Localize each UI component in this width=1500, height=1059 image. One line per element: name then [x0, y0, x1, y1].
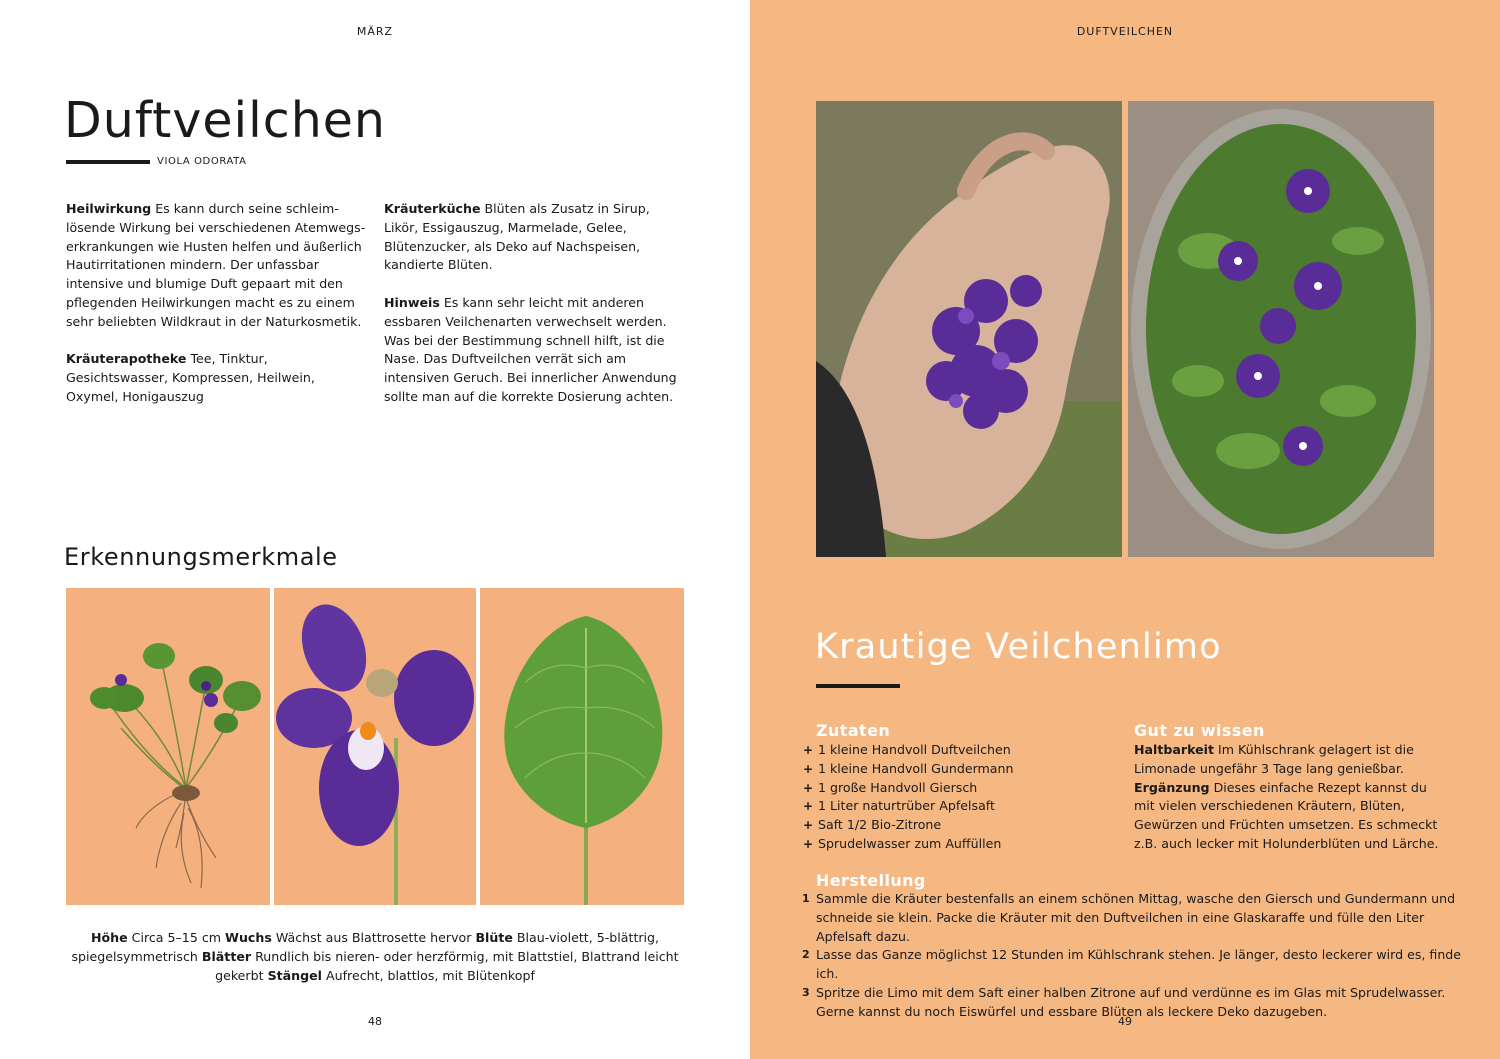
- hinweis-text: Es kann sehr leicht mit anderen essbaren Veilchenarten verwechselt werden. Was bei der Bestimmung schnell hilft, ist die Nase. Das Duftveilchen verrät sich am intensiven Geruch. Bei innerlicher Anwendung sollte man auf die korrekte Dosierung achten.: [384, 294, 677, 404]
- ergaenzung-text: Dieses einfache Rezept kannst du mit vielen verschiedenen Kräutern, Blüten, Gewürzen und Früchten umsetzen. Es schmeckt z.B. auch lecker mit Holunderblüten und Lärche.: [1134, 779, 1439, 851]
- list-item: + 1 kleine Handvoll Gundermann: [803, 760, 1014, 776]
- kueche-label: Kräuterküche: [384, 201, 481, 216]
- latin-name: VIOLA ODORATA: [157, 156, 247, 167]
- heilwirkung-text: Es kann durch seine schleim- lösende Wirkung bei verschiedenen Atemwegs- erkrankungen wie Husten helfen und äußerlich Hautirritationen mindern. Der unfassbar intensive und blumige Duft gepaart mit den pflegenden Heilwirkungen macht es zu einem sehr beliebten Wildkraut in der Naturkosmetik.: [66, 201, 366, 329]
- leaf-illustration: [480, 588, 684, 905]
- heilwirkung-paragraph: [66, 200, 371, 332]
- step-item: 3 Spritze die Limo mit dem Saft einer halben Zitrone auf und verdünne es im Glas mit Sprudelwasser. Gerne kannst du noch Eiswürfel und essbare Blüten als leckere Deko dazugeben.: [802, 984, 1446, 1019]
- flower-closeup-illustration: [274, 588, 476, 905]
- staengel-text: Aufrecht, blattlos, mit Blütenkopf: [326, 967, 535, 983]
- list-item: + 1 Liter naturtrüber Apfelsaft: [803, 798, 995, 814]
- gut-zu-wissen-heading: Gut zu wissen: [1134, 721, 1265, 740]
- apotheke-label: Kräuterapotheke: [66, 351, 187, 367]
- running-head-left: MÄRZ: [356, 25, 394, 38]
- photo-flower-closeup: [274, 588, 476, 905]
- gut-zu-wissen-text: [1134, 741, 1444, 854]
- staengel-label: Stängel: [267, 967, 322, 983]
- step-item: 2 Lasse das Ganze möglichst 12 Stunden im Kühlschrank stehen. Je länger, desto leckerer wird es, finde ich.: [802, 947, 1462, 982]
- photo-jar-top: [1128, 101, 1434, 557]
- running-head-right: DUFTVEILCHEN: [1076, 25, 1174, 38]
- haltbarkeit-label: Haltbarkeit: [1134, 742, 1215, 757]
- text-column-1: [66, 200, 371, 426]
- text-column-2: [384, 200, 686, 426]
- page-title: Duftveilchen: [64, 92, 386, 149]
- list-item: + Sprudelwasser zum Auffüllen: [803, 835, 1002, 851]
- blaetter-label: Blätter: [201, 948, 252, 964]
- wuchs-label: Wuchs: [225, 930, 272, 945]
- photo-whole-plant: [66, 588, 270, 905]
- page-number-right: 49: [1118, 1015, 1132, 1028]
- hand-violets-illustration: [816, 101, 1122, 557]
- page-number-left: 48: [368, 1015, 382, 1028]
- hoehe-label: Höhe: [90, 930, 128, 945]
- bluete-text: Blau-violett, 5-blättrig, spiegelsymmetrisch: [71, 930, 660, 964]
- title-rule: [66, 160, 150, 164]
- wuchs-text: Wächst aus Blattrosette hervor: [275, 930, 472, 945]
- photo-leaf: [480, 588, 684, 905]
- section-heading: Erkennungsmerkmale: [64, 543, 338, 571]
- haltbarkeit-text: Im Kühlschrank gelagert ist die Limonade ungefähr 3 Tage lang genießbar.: [1134, 742, 1414, 776]
- features-caption: [66, 929, 684, 985]
- recipe-title: Krautige Veilchenlimo: [815, 627, 1222, 667]
- list-item: + 1 kleine Handvoll Duftveilchen: [803, 742, 1011, 757]
- list-item: + 1 große Handvoll Giersch: [803, 779, 978, 795]
- kueche-text: Blüten als Zusatz in Sirup, Likör, Essigauszug, Marmelade, Gelee, Blütenzucker, als Deko auf Nachspeisen, kandierte Blüten.: [384, 201, 650, 273]
- hinweis-label: Hinweis: [384, 294, 440, 310]
- ergaenzung-label: Ergänzung: [1134, 779, 1210, 795]
- blaetter-text: Rundlich bis nieren- oder herzförmig, mit Blattstiel, Blattrand leicht gekerbt: [215, 948, 679, 983]
- hinweis-paragraph: [384, 294, 686, 407]
- recipe-title-rule: [816, 684, 900, 688]
- heilwirkung-label: Heilwirkung: [66, 201, 152, 216]
- photo-hand-violets: [816, 101, 1122, 557]
- bluete-label: Blüte: [475, 930, 513, 945]
- jar-top-illustration: [1128, 101, 1434, 557]
- zutaten-list: [803, 741, 1013, 854]
- herstellung-steps: [802, 890, 1482, 1022]
- step-item: 1 Sammle die Kräuter bestenfalls an einem schönen Mittag, wasche den Giersch und Gundermann und schneide sie klein. Packe die Kräuter mit den Duftveilchen in eine Glaskaraffe und fülle den Liter Apfelsaft dazu.: [802, 891, 1456, 944]
- apotheke-paragraph: [66, 350, 371, 406]
- zutaten-heading: Zutaten: [816, 721, 891, 740]
- hoehe-text: Circa 5–15 cm: [131, 930, 222, 945]
- list-item: + Saft 1/2 Bio-Zitrone: [803, 817, 942, 833]
- kueche-paragraph: [384, 200, 686, 275]
- apotheke-text: Tee, Tinktur, Gesichtswasser, Kompressen, Heilwein, Oxymel, Honigauszug: [66, 351, 315, 404]
- herstellung-heading: Herstellung: [816, 871, 926, 890]
- whole-plant-illustration: [66, 588, 270, 905]
